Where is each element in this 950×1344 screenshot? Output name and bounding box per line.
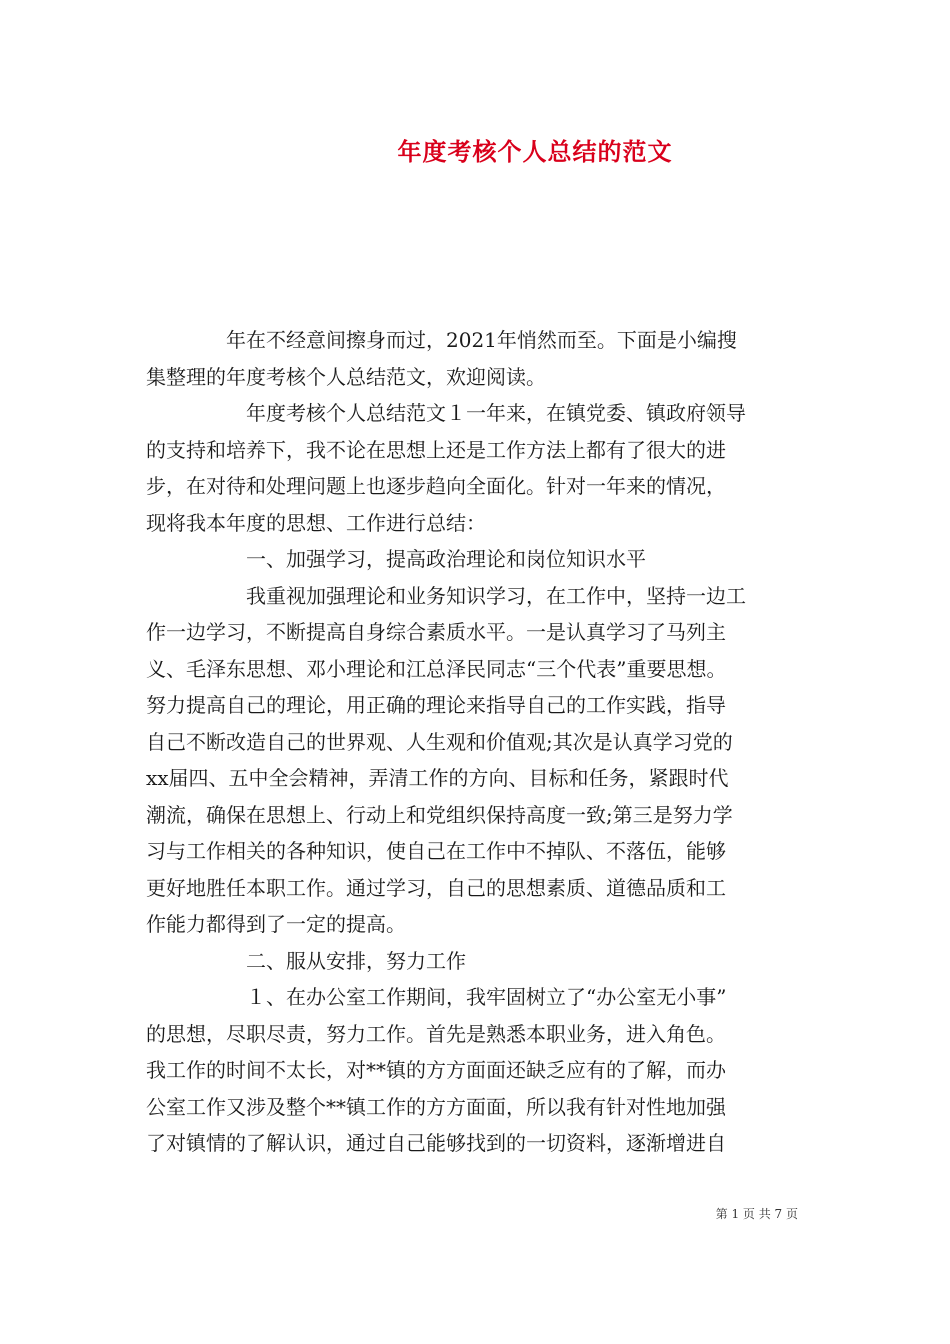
body-line: 作能力都得到了一定的提高。 [146,912,406,936]
section-heading: 一、加强学习，提高政治理论和岗位知识水平 [146,547,646,571]
body-line: 努力提高自己的理论，用正确的理论来指导自己的工作实践，指导 [146,693,726,717]
section-heading: 二、服从安排，努力工作 [146,948,466,973]
body-line: 的支持和培养下，我不论在思想上还是工作方法上都有了很大的进 [146,437,726,462]
body-line: 潮流，确保在思想上、行动上和党组织保持高度一致;第三是努力学 [146,802,733,827]
body-line: 步，在对待和处理问题上也逐步趋向全面化。针对一年来的情况， [146,474,726,498]
body-line: 现将我本年度的思想、工作进行总结： [146,510,486,535]
body-line: xx届四、五中全会精神，弄清工作的方向、目标和任务，紧跟时代 [146,766,729,790]
body-line: 集整理的年度考核个人总结范文，欢迎阅读。 [146,364,546,389]
body-line: 习与工作相关的各种知识，使自己在工作中不掉队、不落伍，能够 [146,839,726,863]
body-line: １、在办公室工作期间，我牢固树立了“办公室无小事” [146,985,727,1009]
body-line: 义、毛泽东思想、邓小理论和江总泽民同志“三个代表”重要思想。 [146,656,727,681]
document-title: 年度考核个人总结的范文 [397,137,673,166]
body-line: 更好地胜任本职工作。通过学习，自己的思想素质、道德品质和工 [146,875,726,900]
body-line: 年在不经意间擦身而过，2021年悄然而至。下面是小编搜 [146,328,737,352]
body-line: 我工作的时间不太长，对**镇的方方面面还缺乏应有的了解，而办 [146,1058,726,1082]
body-line: 我重视加强理论和业务知识学习，在工作中，坚持一边工 [146,583,746,608]
body-line: 年度考核个人总结范文１一年来，在镇党委、镇政府领导 [146,401,746,425]
body-line: 的思想，尽职尽责，努力工作。首先是熟悉本职业务，进入角色。 [146,1021,726,1046]
body-line: 了对镇情的了解认识，通过自己能够找到的一切资料，逐渐增进自 [146,1131,726,1155]
document-body [146,322,810,1162]
page-number-footer: 第 1 页 共 7 页 [715,1207,798,1221]
body-line: 公室工作又涉及整个**镇工作的方方面面，所以我有针对性地加强 [146,1094,726,1119]
body-line: 自己不断改造自己的世界观、人生观和价值观;其次是认真学习党的 [146,729,733,754]
body-line: 作一边学习，不断提高自身综合素质水平。一是认真学习了马列主 [146,620,726,644]
